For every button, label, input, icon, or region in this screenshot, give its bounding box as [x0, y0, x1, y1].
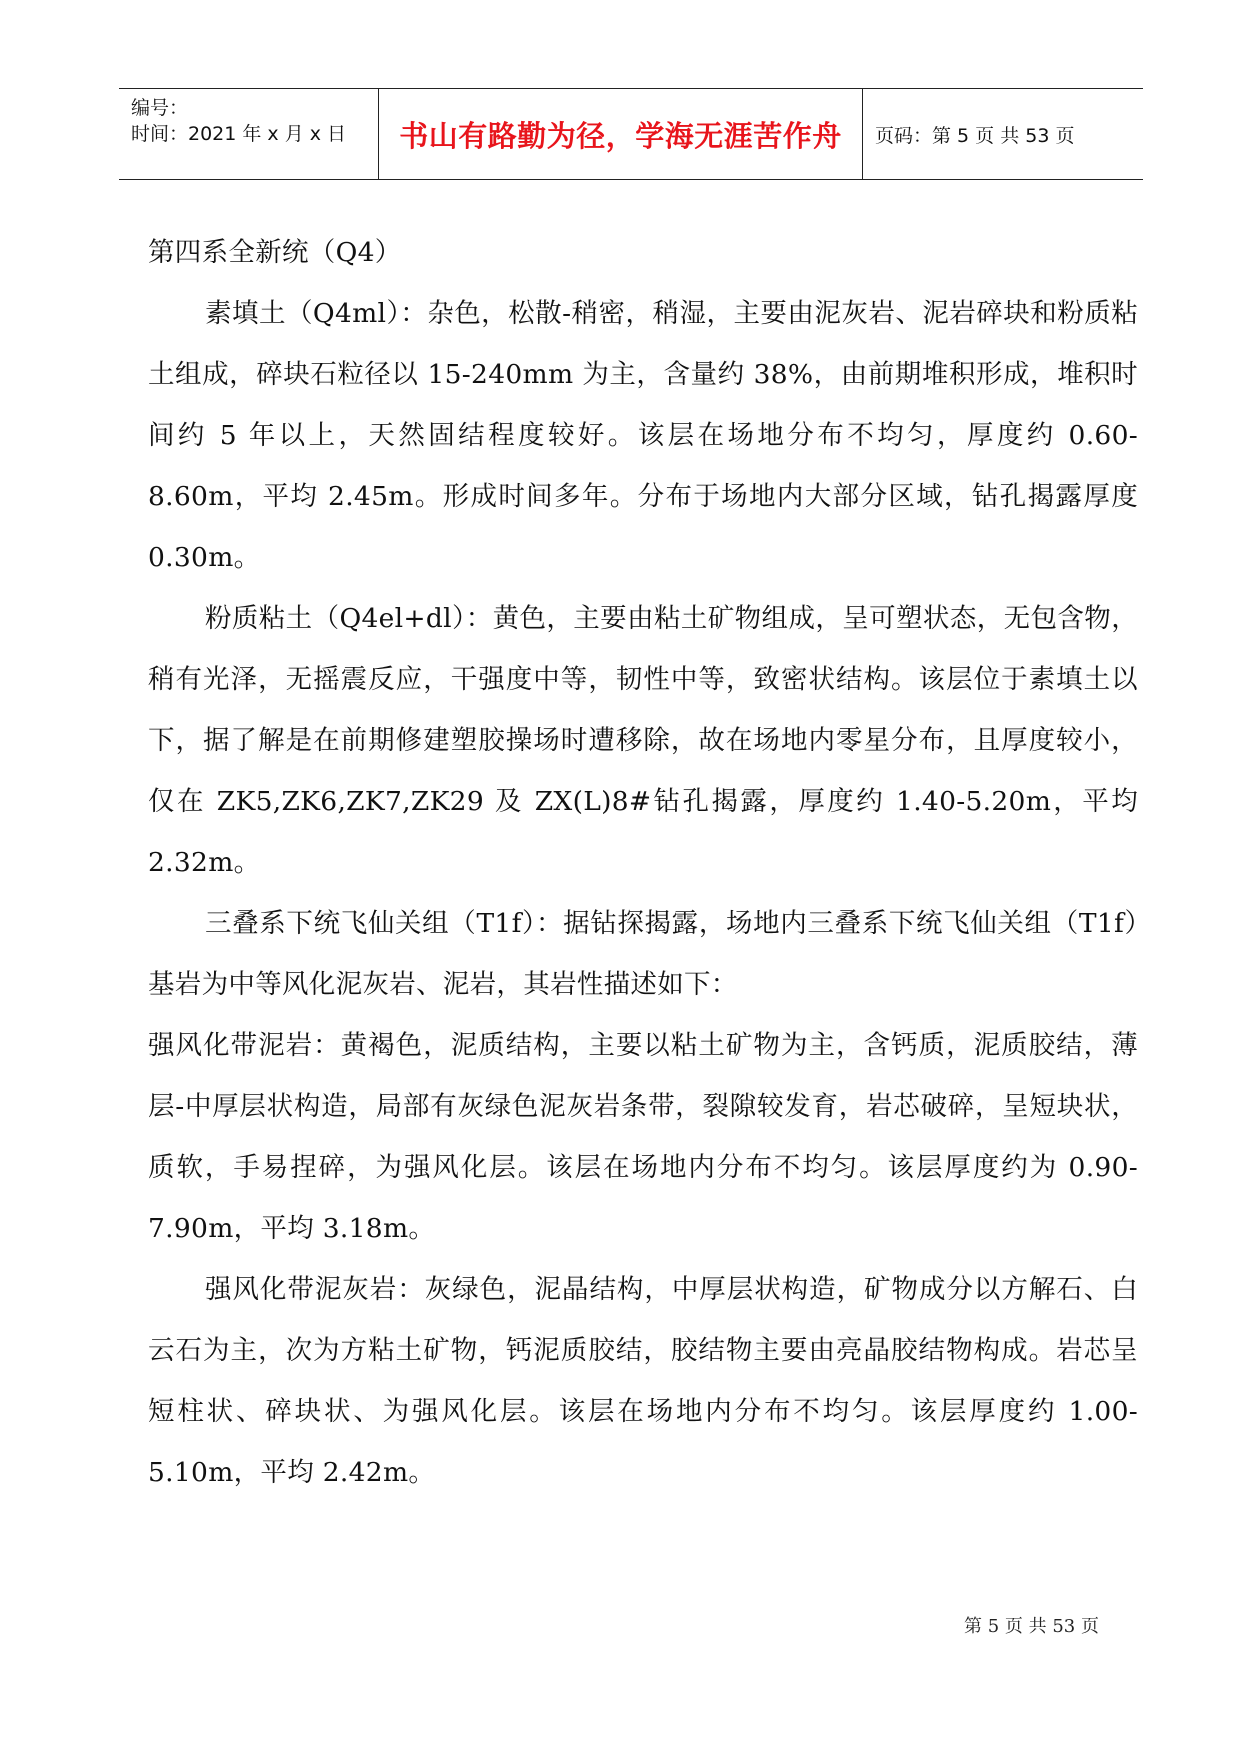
paragraph-silty-clay: 粉质粘土（Q4el+dl）：黄色，主要由粘土矿物组成，呈可塑状态，无包含物，稍有光泽，无摇震反应，干强度中等，韧性中等，致密状结构。该层位于素填土以下，据了解是在前期修建塑胶操场时遭移除，故在场地内零星分布，且厚度较小，仅在 ZK5,ZK6,ZK7,ZK29 及 ZX(L)8#钻孔揭露，厚度约 1.40-5.20m，平均 2.32m。	[148, 603, 1138, 878]
document-number-label: 编号：	[131, 97, 189, 119]
paragraph-weathered-marl: 强风化带泥灰岩：灰绿色，泥晶结构，中厚层状构造，矿物成分以方解石、白云石为主，次为方粘土矿物，钙泥质胶结，胶结物主要由亮晶胶结物构成。岩芯呈短柱状、碎块状、为强风化层。该层在场地内分布不均匀。该层厚度约 1.00-5.10m，平均 2.42m。	[148, 1274, 1138, 1488]
header-table	[119, 88, 1143, 180]
header-motto: 书山有路勤为径，学海无涯苦作舟	[379, 89, 863, 179]
footer-page-info: 第 5 页 共 53 页	[964, 1616, 1099, 1637]
document-time-label: 时间：2021 年 x 月 x 日	[131, 123, 347, 145]
paragraph-fill-soil: 素填土（Q4ml）：杂色，松散-稍密，稍湿，主要由泥灰岩、泥岩碎块和粉质粘土组成，碎块石粒径以 15-240mm 为主，含量约 38%，由前期堆积形成，堆积时间约 5 年以上，天然固结程度较好。该层在场地分布不均匀，厚度约 0.60-8.60m，平均 2.45m。形成时间多年。分布于场地内大部分区域，钻孔揭露厚度 0.30m。	[148, 298, 1138, 573]
section-heading: 第四系全新统（Q4）	[148, 237, 402, 268]
document-body	[148, 222, 1138, 1503]
header-page-label: 页码：第 5 页 共 53 页	[875, 124, 1075, 147]
header-meta-cell	[119, 89, 379, 179]
paragraph-weathered-mudstone: 强风化带泥岩：黄褐色，泥质结构，主要以粘土矿物为主，含钙质，泥质胶结，薄层-中厚层状构造，局部有灰绿色泥灰岩条带，裂隙较发育，岩芯破碎，呈短块状，质软，手易捏碎，为强风化层。该层在场地内分布不均匀。该层厚度约为 0.90-7.90m，平均 3.18m。	[148, 1030, 1138, 1244]
paragraph-triassic-intro: 三叠系下统飞仙关组（T1f）：据钻探揭露，场地内三叠系下统飞仙关组（T1f）基岩为中等风化泥灰岩、泥岩，其岩性描述如下：	[148, 908, 1138, 1000]
